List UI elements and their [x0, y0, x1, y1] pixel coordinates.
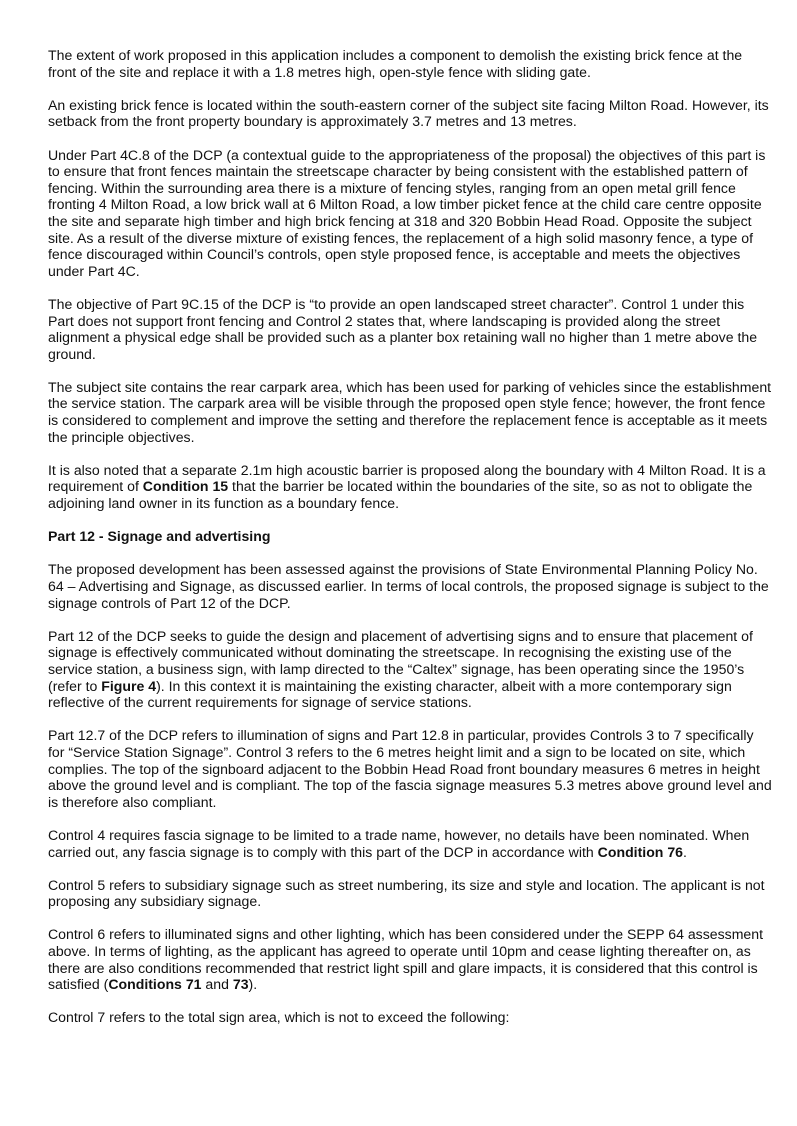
text-segment: that the barrier be located within the boundaries of the site, so as not to obligate the adjoining land owner in its function as a boundary fence. [48, 478, 753, 512]
condition-reference: Condition 76 [597, 843, 684, 860]
text-segment: Control 4 requires fascia signage to be limited to a trade name, however, no details have been nominated. When carried out, any fascia signage is to comply with this part of the DCP in accordance with [48, 826, 750, 860]
figure-reference: Figure 4 [101, 677, 157, 694]
section-heading: Part 12 - Signage and advertising [48, 528, 271, 545]
condition-reference: Condition 15 [142, 478, 229, 495]
text-segment: ). [248, 976, 258, 993]
text-segment: ). In this context it is maintaining the existing character, albeit with a more contemporary sign reflective of the current requirements for signage of service stations. [48, 677, 732, 711]
paragraph-existing-fence: An existing brick fence is located within the south-eastern corner of the subject site facing Milton Road. However, its setback from the front property boundary is approximately 3.7 metres and 13 metres. [48, 96, 769, 130]
condition-reference: Conditions 71 [108, 976, 202, 993]
text-segment: and [201, 976, 233, 993]
paragraph-control-6 [48, 926, 772, 992]
paragraph-fence-demolition: The extent of work proposed in this application includes a component to demolish the existing brick fence at the front of the site and replace it with a 1.8 metres high, open-style fence with sliding gate. [48, 47, 743, 80]
paragraph-part-9c15: The objective of Part 9C.15 of the DCP is “to provide an open landscaped street character”. Control 1 under this Part does not support front fencing and Control 2 states that, where landscaping is provided along the street alignment a physical edge shall be provided such as a planter box retaining wall no higher than 1 metre above the ground. [48, 295, 758, 362]
paragraph-sepp64: The proposed development has been assessed against the provisions of State Environmental Planning Policy No. 64 – Advertising and Signage, as discussed earlier. In terms of local controls, the proposed signage is subject to the signage controls of Part 12 of the DCP. [48, 561, 769, 611]
text-segment: Control 6 refers to illuminated signs and other lighting, which has been considered under the SEPP 64 assessment above. In terms of lighting, as the applicant has agreed to operate until 10pm and cease lighting thereafter on, as there are also conditions recommended that restrict light spill and glare impacts, it is considered that this control is satisfied ( [48, 926, 764, 993]
document-page [48, 47, 772, 1043]
text-segment: . [683, 843, 687, 860]
paragraph-acoustic-barrier [48, 462, 772, 512]
paragraph-part-12-7: Part 12.7 of the DCP refers to illumination of signs and Part 12.8 in particular, provides Controls 3 to 7 specifically for “Service Station Signage”. Control 3 refers to the 6 metres height limit and a sign to be located on site, which complies. The top of the signboard adjacent to the Bobbin Head Road front boundary measures 6 metres in height above the ground level and is compliant. The top of the fascia signage measures 5.3 metres above ground level and is therefore also compliant. [48, 727, 772, 810]
paragraph-carpark: The subject site contains the rear carpark area, which has been used for parking of vehicles since the establishment the service station. The carpark area will be visible through the proposed open style fence; however, the front fence is considered to complement and improve the setting and therefore the replacement fence is acceptable as it meets the principle objectives. [48, 378, 772, 445]
paragraph-part-4c8: Under Part 4C.8 of the DCP (a contextual guide to the appropriateness of the proposal) the objectives of this part is to ensure that front fences maintain the streetscape character by being consistent with the established pattern of fencing. Within the surrounding area there is a mixture of fencing styles, ranging from an open metal grill fence fronting 4 Milton Road, a low brick wall at 6 Milton Road, a low timber picket fence at the child care centre opposite the site and separate high timber and high brick fencing at 318 and 320 Bobbin Head Road. Opposite the subject site. As a result of the diverse mixture of existing fences, the replacement of a high solid masonry fence, a type of fence discouraged within Council’s controls, open style proposed fence, is acceptable and meets the objectives under Part 4C. [48, 146, 766, 279]
paragraph-control-7: Control 7 refers to the total sign area, which is not to exceed the following: [48, 1009, 510, 1026]
text-segment: It is also noted that a separate 2.1m high acoustic barrier is proposed along the boundary with 4 Milton Road. It is a requirement of [48, 461, 766, 495]
paragraph-part-12 [48, 628, 772, 711]
condition-reference: 73 [232, 976, 249, 993]
text-segment: Part 12 of the DCP seeks to guide the design and placement of advertising signs and to ensure that placement of signage is effectively communicated without dominating the streetscape. In recognising the existing use of the service station, a business sign, with lamp directed to the “Caltex” signage, has been operating since the 1950’s (refer to [48, 627, 753, 694]
paragraph-control-5: Control 5 refers to subsidiary signage such as street numbering, its size and style and location. The applicant is not proposing any subsidiary signage. [48, 876, 765, 910]
paragraph-control-4 [48, 827, 772, 860]
